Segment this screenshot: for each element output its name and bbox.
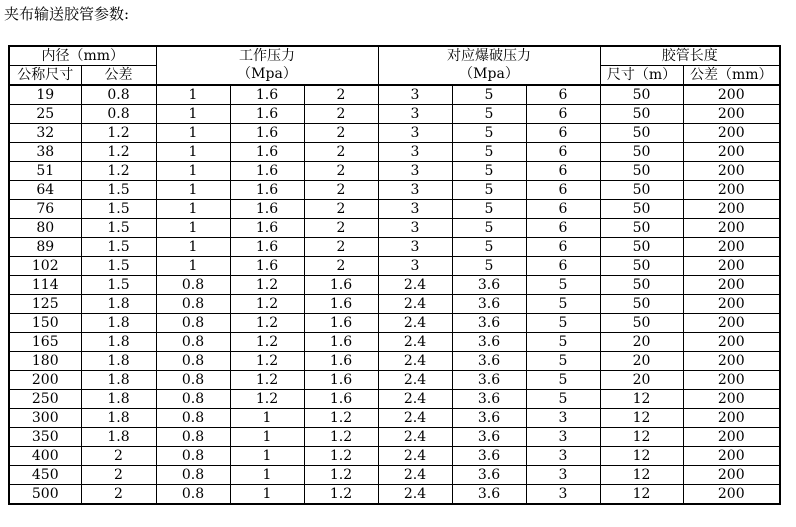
- cell-tolerance: 1.5: [81, 276, 156, 295]
- cell-tolerance: 1.8: [81, 428, 156, 447]
- cell-length-tolerance: 200: [683, 85, 780, 105]
- cell-burst-pressure-2: 5: [452, 143, 526, 162]
- cell-working-pressure-3: 2: [304, 124, 378, 143]
- cell-length-tolerance: 200: [683, 200, 780, 219]
- cell-nominal-size: 180: [9, 352, 81, 371]
- cell-tolerance: 2: [81, 466, 156, 485]
- table-row: [9, 447, 780, 466]
- cell-working-pressure-3: 2: [304, 105, 378, 124]
- cell-burst-pressure-1: 3: [378, 200, 452, 219]
- table-row: [9, 162, 780, 181]
- cell-working-pressure-1: 0.8: [156, 485, 230, 505]
- cell-tolerance: 1.8: [81, 390, 156, 409]
- table-row: [9, 390, 780, 409]
- cell-burst-pressure-3: 5: [526, 333, 600, 352]
- cell-burst-pressure-2: 5: [452, 85, 526, 105]
- cell-burst-pressure-3: 6: [526, 105, 600, 124]
- cell-working-pressure-1: 0.8: [156, 371, 230, 390]
- cell-length-tolerance: 200: [683, 105, 780, 124]
- cell-burst-pressure-1: 2.4: [378, 352, 452, 371]
- cell-tolerance: 1.2: [81, 124, 156, 143]
- cell-burst-pressure-2: 5: [452, 257, 526, 276]
- cell-working-pressure-1: 0.8: [156, 390, 230, 409]
- table-row: [9, 485, 780, 505]
- cell-burst-pressure-1: 3: [378, 162, 452, 181]
- cell-length-size: 50: [600, 124, 683, 143]
- cell-length-size: 12: [600, 428, 683, 447]
- cell-working-pressure-2: 1.6: [230, 85, 304, 105]
- cell-burst-pressure-1: 2.4: [378, 276, 452, 295]
- cell-length-tolerance: 200: [683, 257, 780, 276]
- cell-burst-pressure-2: 3.6: [452, 276, 526, 295]
- cell-nominal-size: 150: [9, 314, 81, 333]
- cell-working-pressure-1: 0.8: [156, 409, 230, 428]
- cell-tolerance: 1.8: [81, 333, 156, 352]
- cell-length-size: 12: [600, 447, 683, 466]
- cell-burst-pressure-3: 5: [526, 314, 600, 333]
- cell-length-tolerance: 200: [683, 447, 780, 466]
- cell-working-pressure-1: 1: [156, 143, 230, 162]
- cell-burst-pressure-3: 6: [526, 181, 600, 200]
- cell-working-pressure-1: 1: [156, 124, 230, 143]
- cell-burst-pressure-1: 2.4: [378, 466, 452, 485]
- cell-burst-pressure-3: 6: [526, 257, 600, 276]
- cell-working-pressure-3: 2: [304, 219, 378, 238]
- cell-burst-pressure-1: 2.4: [378, 447, 452, 466]
- header-length-size: 尺寸（m）: [600, 66, 683, 86]
- table-row: [9, 466, 780, 485]
- table-row: [9, 181, 780, 200]
- cell-length-tolerance: 200: [683, 352, 780, 371]
- cell-burst-pressure-2: 5: [452, 162, 526, 181]
- cell-burst-pressure-3: 6: [526, 219, 600, 238]
- cell-burst-pressure-2: 3.6: [452, 447, 526, 466]
- cell-burst-pressure-3: 5: [526, 276, 600, 295]
- cell-length-tolerance: 200: [683, 485, 780, 505]
- cell-nominal-size: 51: [9, 162, 81, 181]
- cell-nominal-size: 38: [9, 143, 81, 162]
- cell-tolerance: 1.2: [81, 162, 156, 181]
- cell-burst-pressure-1: 2.4: [378, 314, 452, 333]
- cell-tolerance: 1.8: [81, 314, 156, 333]
- cell-length-size: 50: [600, 219, 683, 238]
- cell-length-size: 20: [600, 352, 683, 371]
- cell-burst-pressure-2: 5: [452, 105, 526, 124]
- cell-burst-pressure-2: 3.6: [452, 466, 526, 485]
- cell-working-pressure-3: 2: [304, 181, 378, 200]
- table-row: [9, 333, 780, 352]
- cell-length-size: 50: [600, 162, 683, 181]
- cell-nominal-size: 102: [9, 257, 81, 276]
- cell-length-size: 50: [600, 295, 683, 314]
- cell-burst-pressure-2: 5: [452, 124, 526, 143]
- cell-tolerance: 1.5: [81, 181, 156, 200]
- cell-working-pressure-2: 1.6: [230, 257, 304, 276]
- cell-working-pressure-3: 1.2: [304, 485, 378, 505]
- cell-tolerance: 1.8: [81, 295, 156, 314]
- cell-working-pressure-3: 1.6: [304, 276, 378, 295]
- cell-working-pressure-2: 1.2: [230, 390, 304, 409]
- cell-nominal-size: 19: [9, 85, 81, 105]
- cell-burst-pressure-3: 5: [526, 371, 600, 390]
- cell-working-pressure-1: 0.8: [156, 352, 230, 371]
- cell-working-pressure-3: 1.2: [304, 409, 378, 428]
- cell-burst-pressure-2: 5: [452, 181, 526, 200]
- cell-length-size: 20: [600, 333, 683, 352]
- cell-length-size: 50: [600, 200, 683, 219]
- cell-working-pressure-2: 1.6: [230, 124, 304, 143]
- header-burst-pressure-unit: （Mpa）: [378, 66, 600, 86]
- cell-nominal-size: 125: [9, 295, 81, 314]
- cell-tolerance: 0.8: [81, 105, 156, 124]
- cell-burst-pressure-3: 5: [526, 390, 600, 409]
- cell-burst-pressure-1: 3: [378, 238, 452, 257]
- cell-length-size: 50: [600, 105, 683, 124]
- cell-burst-pressure-2: 5: [452, 200, 526, 219]
- header-hose-length: 胶管长度: [600, 46, 780, 66]
- cell-burst-pressure-1: 3: [378, 85, 452, 105]
- cell-nominal-size: 450: [9, 466, 81, 485]
- cell-burst-pressure-1: 3: [378, 124, 452, 143]
- cell-burst-pressure-2: 5: [452, 238, 526, 257]
- cell-length-tolerance: 200: [683, 276, 780, 295]
- cell-length-size: 12: [600, 390, 683, 409]
- cell-nominal-size: 250: [9, 390, 81, 409]
- page-title: 夹布输送胶管参数:: [4, 5, 130, 23]
- cell-working-pressure-3: 2: [304, 85, 378, 105]
- table-row: [9, 371, 780, 390]
- cell-working-pressure-1: 1: [156, 200, 230, 219]
- header-tolerance: 公差: [81, 66, 156, 86]
- cell-burst-pressure-2: 3.6: [452, 314, 526, 333]
- cell-burst-pressure-2: 3.6: [452, 371, 526, 390]
- table-row: [9, 295, 780, 314]
- cell-nominal-size: 350: [9, 428, 81, 447]
- table-row: [9, 409, 780, 428]
- table-row: [9, 105, 780, 124]
- cell-working-pressure-3: 1.2: [304, 466, 378, 485]
- cell-burst-pressure-3: 6: [526, 124, 600, 143]
- cell-tolerance: 0.8: [81, 85, 156, 105]
- cell-nominal-size: 114: [9, 276, 81, 295]
- cell-working-pressure-3: 1.6: [304, 295, 378, 314]
- table-row: [9, 276, 780, 295]
- cell-length-size: 12: [600, 466, 683, 485]
- cell-working-pressure-2: 1.6: [230, 238, 304, 257]
- cell-working-pressure-3: 1.6: [304, 371, 378, 390]
- cell-burst-pressure-1: 2.4: [378, 485, 452, 505]
- table-row: [9, 143, 780, 162]
- cell-working-pressure-2: 1: [230, 447, 304, 466]
- cell-length-tolerance: 200: [683, 219, 780, 238]
- header-burst-pressure: 对应爆破压力: [378, 46, 600, 66]
- cell-working-pressure-3: 2: [304, 238, 378, 257]
- header-working-pressure: 工作压力: [156, 46, 378, 66]
- cell-length-tolerance: 200: [683, 333, 780, 352]
- cell-tolerance: 2: [81, 485, 156, 505]
- cell-burst-pressure-1: 2.4: [378, 390, 452, 409]
- header-row-groups: [9, 46, 780, 66]
- table-row: [9, 428, 780, 447]
- cell-length-tolerance: 200: [683, 466, 780, 485]
- cell-length-size: 12: [600, 485, 683, 505]
- cell-length-size: 20: [600, 371, 683, 390]
- cell-working-pressure-1: 1: [156, 105, 230, 124]
- cell-tolerance: 1.8: [81, 352, 156, 371]
- cell-length-size: 50: [600, 85, 683, 105]
- cell-working-pressure-3: 1.6: [304, 352, 378, 371]
- header-inner-diameter: 内径（mm）: [9, 46, 156, 66]
- cell-tolerance: 1.2: [81, 143, 156, 162]
- cell-tolerance: 1.5: [81, 200, 156, 219]
- cell-tolerance: 2: [81, 447, 156, 466]
- cell-tolerance: 1.8: [81, 409, 156, 428]
- cell-working-pressure-2: 1.6: [230, 162, 304, 181]
- cell-nominal-size: 89: [9, 238, 81, 257]
- cell-burst-pressure-2: 3.6: [452, 390, 526, 409]
- cell-working-pressure-1: 0.8: [156, 447, 230, 466]
- header-row-sub: [9, 66, 780, 86]
- cell-working-pressure-1: 0.8: [156, 333, 230, 352]
- table-row: [9, 200, 780, 219]
- cell-working-pressure-2: 1.6: [230, 200, 304, 219]
- cell-burst-pressure-1: 3: [378, 257, 452, 276]
- cell-length-tolerance: 200: [683, 314, 780, 333]
- cell-length-size: 50: [600, 257, 683, 276]
- cell-burst-pressure-3: 6: [526, 85, 600, 105]
- cell-working-pressure-2: 1.6: [230, 143, 304, 162]
- cell-nominal-size: 76: [9, 200, 81, 219]
- table-row: [9, 219, 780, 238]
- cell-nominal-size: 32: [9, 124, 81, 143]
- cell-burst-pressure-2: 5: [452, 219, 526, 238]
- cell-length-tolerance: 200: [683, 181, 780, 200]
- cell-length-tolerance: 200: [683, 124, 780, 143]
- cell-nominal-size: 500: [9, 485, 81, 505]
- cell-working-pressure-1: 1: [156, 162, 230, 181]
- cell-burst-pressure-1: 3: [378, 219, 452, 238]
- cell-working-pressure-2: 1.2: [230, 333, 304, 352]
- cell-burst-pressure-3: 5: [526, 352, 600, 371]
- cell-burst-pressure-3: 5: [526, 295, 600, 314]
- cell-burst-pressure-3: 3: [526, 485, 600, 505]
- cell-nominal-size: 165: [9, 333, 81, 352]
- cell-working-pressure-2: 1: [230, 409, 304, 428]
- hose-spec-table: [8, 45, 781, 505]
- cell-burst-pressure-3: 6: [526, 200, 600, 219]
- cell-tolerance: 1.5: [81, 257, 156, 276]
- cell-length-size: 50: [600, 143, 683, 162]
- cell-length-tolerance: 200: [683, 428, 780, 447]
- cell-working-pressure-2: 1: [230, 428, 304, 447]
- cell-working-pressure-1: 1: [156, 238, 230, 257]
- cell-length-tolerance: 200: [683, 162, 780, 181]
- cell-nominal-size: 25: [9, 105, 81, 124]
- cell-burst-pressure-3: 6: [526, 238, 600, 257]
- cell-working-pressure-1: 0.8: [156, 428, 230, 447]
- cell-working-pressure-1: 1: [156, 257, 230, 276]
- table-body: [9, 85, 780, 504]
- cell-length-size: 50: [600, 276, 683, 295]
- cell-tolerance: 1.8: [81, 371, 156, 390]
- cell-burst-pressure-1: 3: [378, 143, 452, 162]
- cell-length-tolerance: 200: [683, 409, 780, 428]
- cell-length-tolerance: 200: [683, 371, 780, 390]
- cell-working-pressure-2: 1.2: [230, 314, 304, 333]
- cell-burst-pressure-1: 2.4: [378, 333, 452, 352]
- cell-nominal-size: 200: [9, 371, 81, 390]
- cell-nominal-size: 64: [9, 181, 81, 200]
- table-row: [9, 257, 780, 276]
- cell-length-size: 50: [600, 181, 683, 200]
- table-row: [9, 124, 780, 143]
- cell-nominal-size: 400: [9, 447, 81, 466]
- table-row: [9, 85, 780, 105]
- cell-length-size: 50: [600, 238, 683, 257]
- cell-working-pressure-2: 1.2: [230, 352, 304, 371]
- cell-burst-pressure-1: 2.4: [378, 371, 452, 390]
- cell-working-pressure-1: 1: [156, 181, 230, 200]
- cell-working-pressure-2: 1.2: [230, 371, 304, 390]
- cell-burst-pressure-1: 2.4: [378, 295, 452, 314]
- cell-length-tolerance: 200: [683, 238, 780, 257]
- cell-burst-pressure-2: 3.6: [452, 352, 526, 371]
- cell-burst-pressure-2: 3.6: [452, 485, 526, 505]
- cell-working-pressure-3: 1.6: [304, 333, 378, 352]
- cell-burst-pressure-2: 3.6: [452, 428, 526, 447]
- cell-working-pressure-2: 1.2: [230, 295, 304, 314]
- cell-burst-pressure-2: 3.6: [452, 409, 526, 428]
- cell-length-tolerance: 200: [683, 143, 780, 162]
- cell-working-pressure-1: 1: [156, 219, 230, 238]
- cell-burst-pressure-3: 3: [526, 409, 600, 428]
- cell-working-pressure-3: 1.2: [304, 447, 378, 466]
- cell-burst-pressure-3: 3: [526, 428, 600, 447]
- cell-working-pressure-3: 2: [304, 162, 378, 181]
- cell-working-pressure-2: 1.2: [230, 276, 304, 295]
- cell-burst-pressure-1: 3: [378, 105, 452, 124]
- cell-length-tolerance: 200: [683, 390, 780, 409]
- table-row: [9, 238, 780, 257]
- cell-working-pressure-1: 0.8: [156, 295, 230, 314]
- cell-working-pressure-3: 2: [304, 143, 378, 162]
- cell-burst-pressure-1: 2.4: [378, 409, 452, 428]
- cell-burst-pressure-2: 3.6: [452, 295, 526, 314]
- cell-burst-pressure-3: 6: [526, 143, 600, 162]
- cell-length-size: 12: [600, 409, 683, 428]
- cell-working-pressure-1: 1: [156, 85, 230, 105]
- table-row: [9, 314, 780, 333]
- cell-burst-pressure-2: 3.6: [452, 333, 526, 352]
- cell-working-pressure-2: 1.6: [230, 219, 304, 238]
- cell-burst-pressure-1: 3: [378, 181, 452, 200]
- cell-working-pressure-1: 0.8: [156, 276, 230, 295]
- cell-nominal-size: 300: [9, 409, 81, 428]
- header-working-pressure-unit: （Mpa）: [156, 66, 378, 86]
- cell-nominal-size: 80: [9, 219, 81, 238]
- header-length-tolerance: 公差（mm）: [683, 66, 780, 86]
- cell-burst-pressure-1: 2.4: [378, 428, 452, 447]
- table-row: [9, 352, 780, 371]
- cell-working-pressure-3: 1.2: [304, 428, 378, 447]
- cell-burst-pressure-3: 3: [526, 447, 600, 466]
- cell-tolerance: 1.5: [81, 219, 156, 238]
- cell-tolerance: 1.5: [81, 238, 156, 257]
- cell-length-size: 50: [600, 314, 683, 333]
- cell-working-pressure-2: 1.6: [230, 105, 304, 124]
- cell-burst-pressure-3: 3: [526, 466, 600, 485]
- cell-working-pressure-2: 1: [230, 466, 304, 485]
- cell-working-pressure-3: 1.6: [304, 314, 378, 333]
- cell-working-pressure-3: 1.6: [304, 390, 378, 409]
- cell-working-pressure-1: 0.8: [156, 314, 230, 333]
- header-nominal-size: 公称尺寸: [9, 66, 81, 86]
- cell-working-pressure-3: 2: [304, 257, 378, 276]
- cell-working-pressure-3: 2: [304, 200, 378, 219]
- cell-burst-pressure-3: 6: [526, 162, 600, 181]
- cell-working-pressure-1: 0.8: [156, 466, 230, 485]
- cell-working-pressure-2: 1.6: [230, 181, 304, 200]
- cell-working-pressure-2: 1: [230, 485, 304, 505]
- cell-length-tolerance: 200: [683, 295, 780, 314]
